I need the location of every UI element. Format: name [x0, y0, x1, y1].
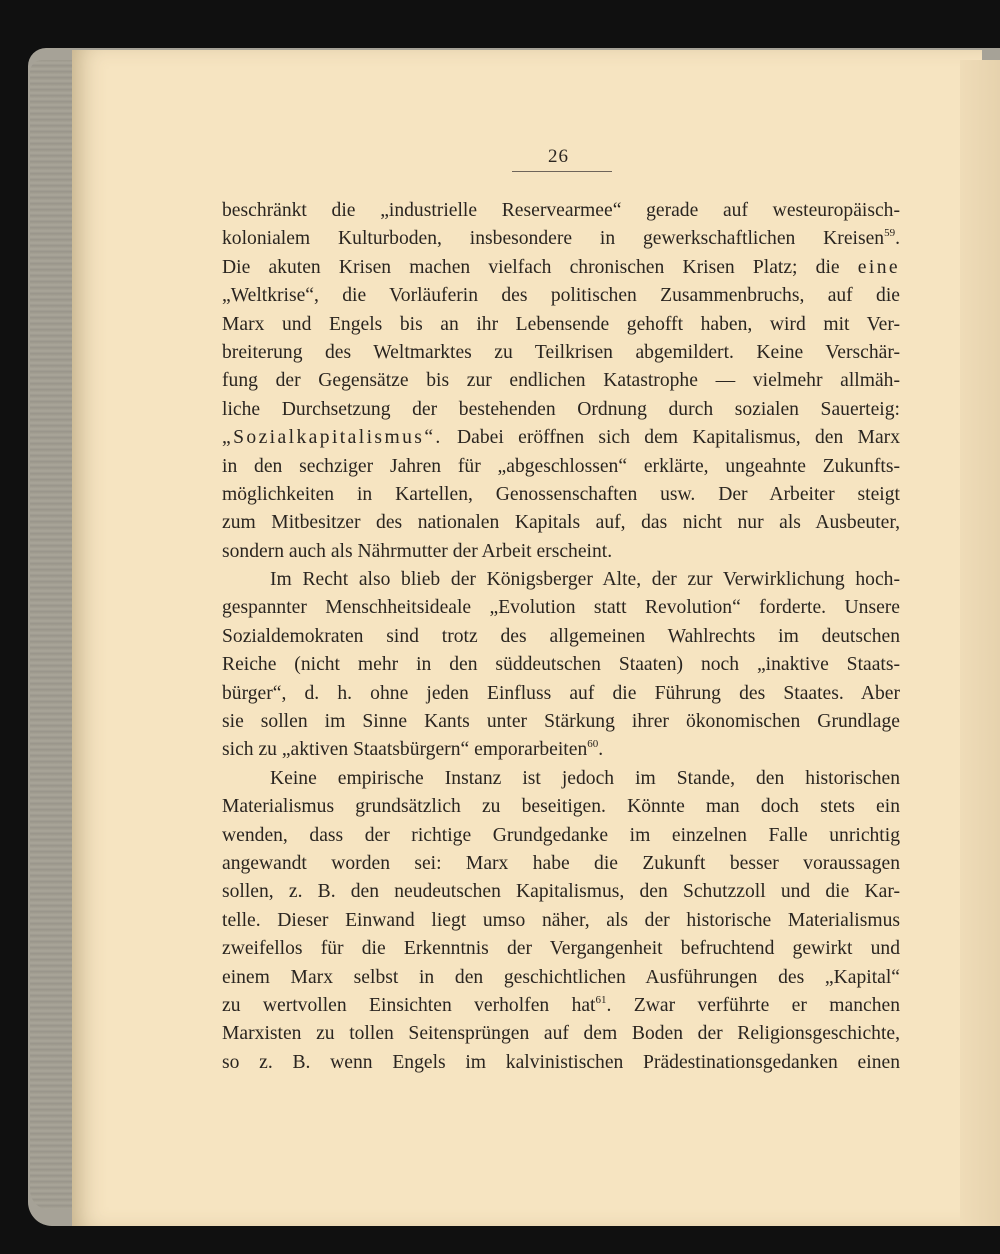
line-text: zu wertvollen Einsichten verholfen hat — [222, 994, 596, 1016]
line-text: Marx und Engels bis an ihr Lebensende gehofft haben, wird mit Ver- — [222, 313, 900, 335]
footnote-ref: 60 — [587, 738, 599, 751]
text-line — [222, 538, 900, 566]
text-line — [222, 992, 900, 1020]
text-line — [222, 850, 900, 878]
text-line — [222, 282, 900, 310]
line-text: möglichkeiten in Kartellen, Genossenschaften usw. Der Arbeiter steigt — [222, 483, 900, 505]
body-text — [222, 197, 900, 1077]
line-text: sondern auch als Nährmutter der Arbeit erscheint. — [222, 540, 613, 562]
line-text: liche Durchsetzung der bestehenden Ordnung durch sozialen Sauerteig: — [222, 398, 900, 420]
line-text: Dabei eröffnen sich dem Kapitalismus, den Marx — [457, 427, 900, 449]
text-line — [222, 765, 900, 793]
text-line — [222, 793, 900, 821]
line-text: Materialismus grundsätzlich zu beseitigen. Könnte man doch stets ein — [222, 796, 900, 818]
line-text: kolonialem Kulturboden, insbesondere in gewerkschaftlichen Kreisen — [222, 228, 885, 250]
line-text: sie sollen im Sinne Kants unter Stärkung ihrer ökonomischen Grundlage — [222, 711, 900, 733]
line-text: „Weltkrise“, die Vorläuferin des politischen Zusammenbruchs, auf die — [222, 285, 900, 307]
text-line — [222, 481, 900, 509]
text-line — [222, 197, 900, 225]
page-number: 26 — [548, 146, 569, 167]
text-line — [222, 907, 900, 935]
text-line — [222, 424, 900, 452]
line-text: telle. Dieser Einwand liegt umso näher, als der historische Materialismus — [222, 909, 900, 931]
text-line — [222, 623, 900, 651]
text-line — [222, 566, 900, 594]
text-line — [222, 225, 900, 253]
line-text: fung der Gegensätze bis zur endlichen Katastrophe — vielmehr allmäh- — [222, 370, 900, 392]
header-rule — [512, 171, 612, 172]
text-line — [222, 254, 900, 282]
text-line — [222, 339, 900, 367]
line-text: einem Marx selbst in den geschichtlichen Ausführungen des „Kapital“ — [222, 966, 900, 988]
line-text: in den sechziger Jahren für „abgeschlossen“ erklärte, ungeahnte Zukunfts- — [222, 455, 900, 477]
text-line — [222, 736, 900, 764]
line-text: Im Recht also blieb der Königsberger Alte, der zur Verwirklichung hoch- — [270, 569, 900, 591]
text-line — [222, 311, 900, 339]
line-text: breiterung des Weltmarktes zu Teilkrisen abgemildert. Keine Verschär- — [222, 341, 900, 363]
line-text: sollen, z. B. den neudeutschen Kapitalismus, den Schutzzoll und die Kar- — [222, 881, 900, 903]
text-line — [222, 935, 900, 963]
text-line — [222, 878, 900, 906]
line-text: Sozialdemokraten sind trotz des allgemeinen Wahlrechts im deutschen — [222, 625, 900, 647]
text-line — [222, 964, 900, 992]
footnote-ref: 61 — [595, 993, 607, 1006]
line-text: Keine empirische Instanz ist jedoch im Stande, den historischen — [270, 767, 900, 789]
line-text: gespannter Menschheitsideale „Evolution statt Revolution“ forderte. Unsere — [222, 597, 900, 619]
text-line — [222, 396, 900, 424]
line-text-tail: . Zwar verführte er manchen — [606, 994, 900, 1016]
line-text: so z. B. wenn Engels im kalvinistischen Prädestinationsgedanken einen — [222, 1051, 900, 1073]
emphasis-text: „Sozialkapitalismus“. — [222, 427, 443, 449]
text-line — [222, 708, 900, 736]
text-line — [222, 453, 900, 481]
text-line — [222, 822, 900, 850]
book-cover-edge — [30, 60, 76, 1210]
text-line — [222, 509, 900, 537]
page-fold-edge — [960, 60, 1000, 1226]
line-text: bürger“, d. h. ohne jeden Einfluss auf die Führung des Staates. Aber — [222, 682, 900, 704]
line-text: Die akuten Krisen machen vielfach chronischen Krisen Platz; die — [222, 256, 840, 278]
line-text: angewandt worden sei: Marx habe die Zukunft besser voraussagen — [222, 852, 900, 874]
text-line — [222, 594, 900, 622]
line-text: zum Mitbesitzer des nationalen Kapitals auf, das nicht nur als Ausbeuter, — [222, 512, 900, 534]
line-text: Reiche (nicht mehr in den süddeutschen Staaten) noch „inaktive Staats- — [222, 654, 900, 676]
footnote-ref: 59 — [884, 227, 896, 240]
line-text-tail: . — [895, 228, 900, 250]
line-text: beschränkt die „industrielle Reservearmee“ gerade auf westeuropäisch- — [222, 200, 900, 221]
line-text: sich zu „aktiven Staatsbürgern“ emporarbeiten — [222, 739, 588, 761]
text-line — [222, 651, 900, 679]
line-text: zweifellos für die Erkenntnis der Vergangenheit befruchtend gewirkt und — [222, 938, 900, 960]
line-text: Marxisten zu tollen Seitensprüngen auf dem Boden der Religionsgeschichte, — [222, 1023, 900, 1045]
emphasis-text: eine — [857, 256, 900, 278]
line-text: wenden, dass der richtige Grundgedanke im einzelnen Falle unrichtig — [222, 824, 900, 846]
text-line — [222, 680, 900, 708]
text-line — [222, 1020, 900, 1048]
line-text-tail: . — [598, 739, 604, 761]
text-line — [222, 367, 900, 395]
text-line — [222, 1049, 900, 1077]
